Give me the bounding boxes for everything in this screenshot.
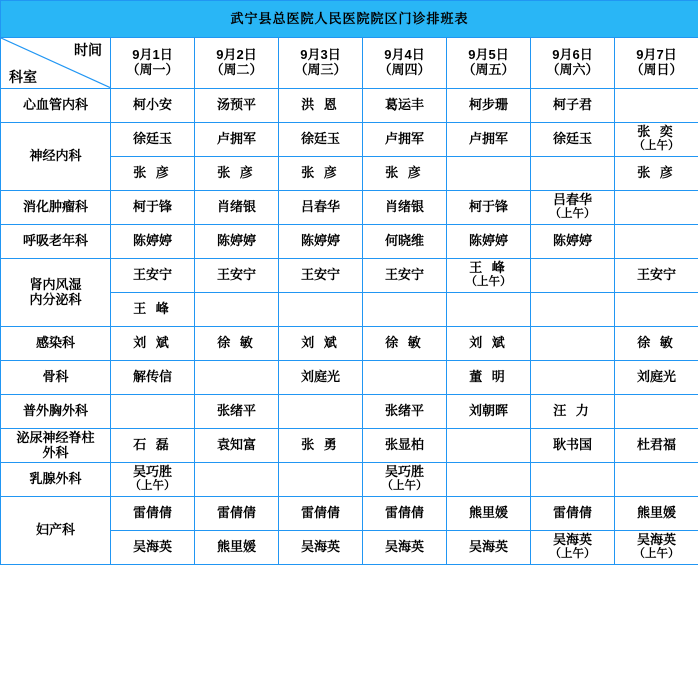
doctor-cell [195, 89, 279, 123]
doctor-name: 张显柏 [384, 437, 424, 453]
doctor-name: 刘 斌 [469, 335, 508, 351]
doctor-cell [447, 395, 531, 429]
shift-note: （上午） [465, 276, 512, 289]
doctor-cell [447, 89, 531, 123]
empty-cell [363, 293, 447, 327]
doctor-name: 柯子君 [552, 97, 592, 113]
table-row [1, 395, 698, 429]
department-name: 乳腺外科 [1, 463, 111, 497]
doctor-cell [195, 497, 279, 531]
doctor-cell [195, 259, 279, 293]
doctor-cell [279, 89, 363, 123]
doctor-cell [279, 191, 363, 225]
doctor-cell [363, 259, 447, 293]
doctor-cell [111, 89, 195, 123]
doctor-name: 雷倩倩 [552, 505, 592, 521]
doctor-cell [195, 157, 279, 191]
doctor-cell [531, 531, 615, 565]
day-weekday: （周六） [546, 62, 599, 77]
day-weekday: （周五） [462, 62, 515, 77]
doctor-name: 徐廷玉 [300, 131, 340, 147]
table-row [1, 497, 698, 531]
shift-note: （上午） [549, 208, 596, 221]
doctor-name: 耿书国 [552, 437, 592, 453]
doctor-cell [279, 157, 363, 191]
empty-cell [531, 293, 615, 327]
doctor-name: 卢拥军 [468, 131, 508, 147]
table-row [1, 259, 698, 293]
doctor-name: 解传信 [132, 369, 172, 385]
table-row [1, 89, 698, 123]
doctor-cell [615, 429, 698, 463]
shift-note: （上午） [549, 548, 596, 561]
doctor-name: 柯于锋 [468, 199, 508, 215]
empty-cell [615, 463, 698, 497]
doctor-name: 杜君福 [637, 437, 677, 453]
empty-cell [531, 259, 615, 293]
doctor-cell [363, 89, 447, 123]
doctor-cell [279, 225, 363, 259]
doctor-cell [615, 327, 698, 361]
doctor-name: 徐 敏 [217, 335, 256, 351]
doctor-cell [195, 429, 279, 463]
shift-note: （上午） [633, 140, 680, 153]
doctor-cell [615, 361, 698, 395]
department-name [1, 259, 111, 327]
doctor-cell [195, 327, 279, 361]
doctor-name: 吴海英 [637, 532, 677, 548]
doctor-cell [279, 123, 363, 157]
department-name: 感染科 [1, 327, 111, 361]
doctor-cell [195, 225, 279, 259]
empty-cell [615, 293, 698, 327]
department-name: 神经内科 [1, 123, 111, 191]
empty-cell [615, 191, 698, 225]
empty-cell [615, 395, 698, 429]
department-name-line: 泌尿神经脊柱 [16, 429, 95, 445]
doctor-cell [363, 191, 447, 225]
doctor-cell [447, 497, 531, 531]
doctor-cell [111, 259, 195, 293]
department-name-line: 肾内风湿 [29, 276, 82, 292]
doctor-name: 张 彦 [133, 165, 172, 181]
shift-note: （上午） [129, 480, 176, 493]
doctor-cell [111, 225, 195, 259]
department-name: 妇产科 [1, 497, 111, 565]
doctor-name: 张绪平 [384, 403, 424, 419]
day-header-2 [195, 38, 279, 89]
day-weekday: （周一） [126, 62, 179, 77]
doctor-name: 陈婷婷 [552, 233, 592, 249]
doctor-name: 葛运丰 [384, 97, 424, 113]
empty-cell [531, 157, 615, 191]
doctor-name: 徐廷玉 [552, 131, 592, 147]
doctor-name: 王 峰 [469, 260, 508, 276]
empty-cell [111, 395, 195, 429]
day-header-1 [111, 38, 195, 89]
day-weekday: （周三） [294, 62, 347, 77]
doctor-name: 汪 力 [553, 403, 592, 419]
doctor-name: 董 明 [469, 369, 508, 385]
doctor-name: 柯小安 [132, 97, 172, 113]
doctor-cell [615, 259, 698, 293]
doctor-cell [111, 157, 195, 191]
day-header-6 [531, 38, 615, 89]
doctor-name: 雷倩倩 [132, 505, 172, 521]
empty-cell [279, 395, 363, 429]
day-date: 9月3日 [300, 47, 341, 63]
department-name: 骨科 [1, 361, 111, 395]
doctor-cell [531, 497, 615, 531]
table-row [1, 225, 698, 259]
day-date: 9月2日 [216, 47, 257, 63]
doctor-name: 陈婷婷 [468, 233, 508, 249]
day-date: 9月6日 [552, 47, 593, 63]
doctor-name: 雷倩倩 [300, 505, 340, 521]
department-name-line: 外科 [42, 444, 69, 460]
doctor-name: 熊里媛 [468, 505, 508, 521]
table-row [1, 361, 698, 395]
doctor-cell [531, 429, 615, 463]
day-weekday: （周日） [630, 62, 683, 77]
doctor-name: 刘 斌 [301, 335, 340, 351]
doctor-cell [279, 327, 363, 361]
table-row [1, 463, 698, 497]
table-row [1, 191, 698, 225]
doctor-name: 刘 斌 [133, 335, 172, 351]
doctor-cell [195, 191, 279, 225]
empty-cell [447, 463, 531, 497]
doctor-name: 肖绪银 [384, 199, 424, 215]
doctor-cell [111, 463, 195, 497]
doctor-name: 柯于锋 [132, 199, 172, 215]
doctor-cell [531, 225, 615, 259]
doctor-cell [447, 259, 531, 293]
doctor-cell [363, 327, 447, 361]
doctor-name: 王安宁 [637, 267, 677, 283]
doctor-cell [363, 157, 447, 191]
doctor-name: 雷倩倩 [216, 505, 256, 521]
doctor-cell [111, 497, 195, 531]
doctor-cell [111, 531, 195, 565]
day-date: 9月1日 [132, 47, 173, 63]
empty-cell [447, 293, 531, 327]
doctor-cell [279, 429, 363, 463]
doctor-name: 吴海英 [384, 539, 424, 555]
department-name: 呼吸老年科 [1, 225, 111, 259]
doctor-cell [531, 123, 615, 157]
doctor-name: 吴海英 [300, 539, 340, 555]
doctor-cell [447, 225, 531, 259]
table-row [1, 429, 698, 463]
doctor-name: 石 磊 [133, 437, 172, 453]
doctor-name: 吴海英 [132, 539, 172, 555]
shift-note: （上午） [381, 480, 428, 493]
doctor-name: 王安宁 [132, 267, 172, 283]
doctor-cell [363, 225, 447, 259]
department-name: 消化肿瘤科 [1, 191, 111, 225]
doctor-cell [615, 497, 698, 531]
doctor-name: 袁知富 [216, 437, 256, 453]
doctor-name: 吴海英 [468, 539, 508, 555]
doctor-cell [363, 395, 447, 429]
doctor-name: 陈婷婷 [132, 233, 172, 249]
empty-cell [531, 361, 615, 395]
doctor-cell [615, 531, 698, 565]
doctor-cell [531, 191, 615, 225]
day-date: 9月5日 [468, 47, 509, 63]
doctor-name: 张 奕 [637, 124, 676, 140]
doctor-cell [279, 531, 363, 565]
empty-cell [531, 463, 615, 497]
table-row [1, 327, 698, 361]
doctor-cell [363, 123, 447, 157]
empty-cell [615, 225, 698, 259]
doctor-cell [111, 191, 195, 225]
doctor-name: 徐 敏 [385, 335, 424, 351]
doctor-cell [363, 429, 447, 463]
doctor-name: 吴巧胜 [132, 464, 172, 480]
day-date: 9月7日 [636, 47, 677, 63]
day-header-3 [279, 38, 363, 89]
doctor-name: 陈婷婷 [300, 233, 340, 249]
sheet-title: 武宁县总医院人民医院院区门诊排班表 [1, 1, 698, 38]
doctor-name: 刘庭光 [637, 369, 677, 385]
doctor-name: 吕春华 [552, 192, 592, 208]
doctor-name: 熊里媛 [216, 539, 256, 555]
department-name-line: 内分泌科 [29, 291, 82, 307]
department-name: 普外胸外科 [1, 395, 111, 429]
department-name: 心血管内科 [1, 89, 111, 123]
doctor-name: 雷倩倩 [384, 505, 424, 521]
empty-cell [363, 361, 447, 395]
doctor-cell [447, 191, 531, 225]
empty-cell [195, 361, 279, 395]
doctor-name: 柯步珊 [468, 97, 508, 113]
doctor-name: 张 彦 [637, 165, 676, 181]
doctor-name: 刘朝晖 [468, 403, 508, 419]
day-weekday: （周四） [378, 62, 431, 77]
doctor-name: 吴海英 [552, 532, 592, 548]
doctor-name: 王 峰 [133, 301, 172, 317]
doctor-name: 张 勇 [301, 437, 340, 453]
day-header-4 [363, 38, 447, 89]
doctor-name: 陈婷婷 [216, 233, 256, 249]
day-date: 9月4日 [384, 47, 425, 63]
doctor-cell [447, 361, 531, 395]
empty-cell [531, 327, 615, 361]
doctor-name: 吕春华 [300, 199, 340, 215]
doctor-name: 吴巧胜 [384, 464, 424, 480]
empty-cell [279, 463, 363, 497]
doctor-cell [111, 327, 195, 361]
table-row [1, 123, 698, 157]
doctor-name: 王安宁 [384, 267, 424, 283]
doctor-name: 刘庭光 [300, 369, 340, 385]
doctor-name: 何晓维 [384, 233, 424, 249]
doctor-name: 熊里媛 [637, 505, 677, 521]
doctor-name: 汤预平 [216, 97, 256, 113]
doctor-name: 洪 恩 [301, 97, 340, 113]
doctor-cell [615, 123, 698, 157]
doctor-name: 张 彦 [385, 165, 424, 181]
empty-cell [195, 293, 279, 327]
doctor-cell [531, 89, 615, 123]
header-dept-label: 科室 [9, 68, 37, 85]
doctor-name: 张绪平 [216, 403, 256, 419]
empty-cell [447, 157, 531, 191]
doctor-cell [363, 497, 447, 531]
doctor-cell [447, 531, 531, 565]
doctor-name: 徐廷玉 [132, 131, 172, 147]
doctor-cell [279, 497, 363, 531]
doctor-name: 卢拥军 [216, 131, 256, 147]
empty-cell [615, 89, 698, 123]
doctor-cell [195, 123, 279, 157]
shift-note: （上午） [633, 548, 680, 561]
doctor-cell [111, 123, 195, 157]
doctor-cell [363, 463, 447, 497]
doctor-cell [195, 395, 279, 429]
doctor-cell [111, 293, 195, 327]
doctor-name: 张 彦 [301, 165, 340, 181]
doctor-cell [447, 123, 531, 157]
doctor-cell [363, 531, 447, 565]
doctor-cell [279, 259, 363, 293]
empty-cell [279, 293, 363, 327]
doctor-cell [615, 157, 698, 191]
doctor-name: 徐 敏 [637, 335, 676, 351]
doctor-name: 张 彦 [217, 165, 256, 181]
doctor-name: 王安宁 [216, 267, 256, 283]
doctor-cell [279, 361, 363, 395]
header-time-label: 时间 [74, 42, 102, 58]
day-header-7 [615, 38, 698, 89]
empty-cell [195, 463, 279, 497]
day-weekday: （周二） [210, 62, 263, 77]
day-header-5 [447, 38, 531, 89]
doctor-cell [111, 361, 195, 395]
doctor-cell [195, 531, 279, 565]
doctor-cell [531, 395, 615, 429]
empty-cell [447, 429, 531, 463]
doctor-name: 王安宁 [300, 267, 340, 283]
doctor-name: 肖绪银 [216, 199, 256, 215]
department-name [1, 429, 111, 463]
doctor-name: 卢拥军 [384, 131, 424, 147]
header-corner-cell [1, 38, 111, 89]
doctor-cell [447, 327, 531, 361]
doctor-cell [111, 429, 195, 463]
